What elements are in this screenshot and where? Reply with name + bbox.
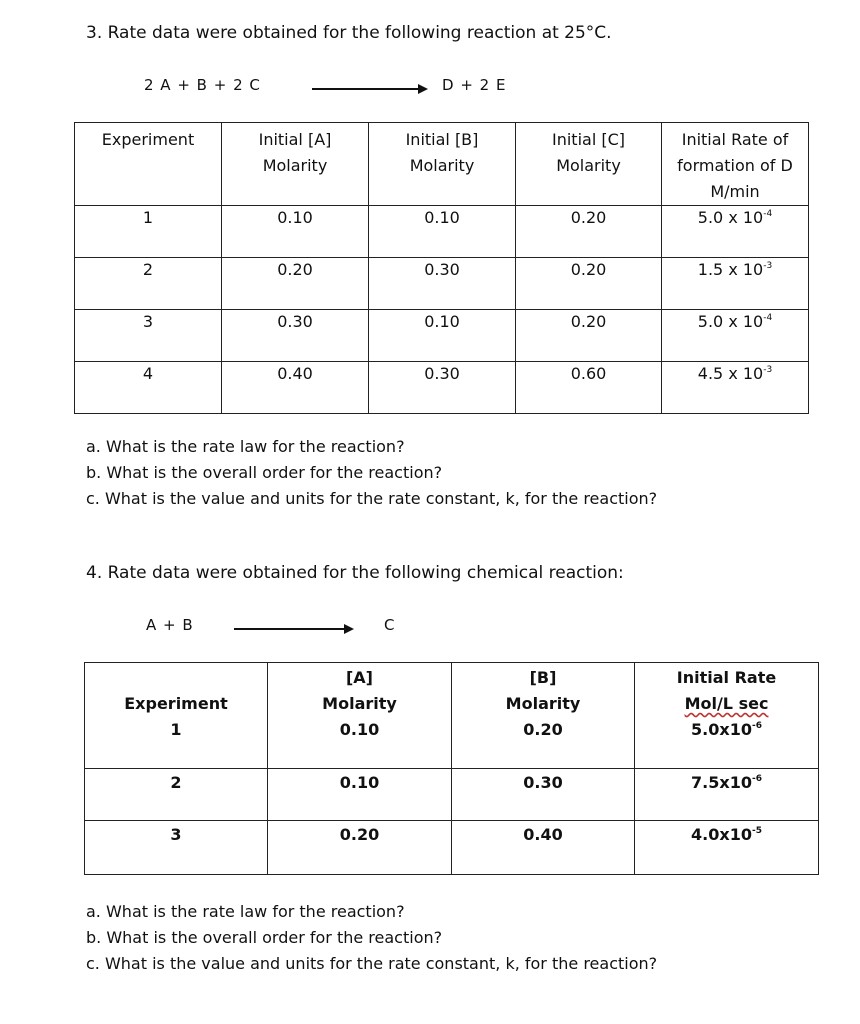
q4-cell-a: 0.10: [268, 769, 452, 821]
q4-cell-b: 0.30: [452, 769, 635, 821]
q4-heading: 4. Rate data were obtained for the following chemical reaction:: [86, 563, 624, 583]
q4-reaction-arrow: [234, 628, 346, 630]
q3-header-row: [75, 123, 809, 206]
q4-header-row: [85, 663, 819, 769]
q4-col-experiment: Experiment 1: [85, 663, 268, 769]
q3-cell-b: 0.30: [369, 362, 516, 414]
q3-reaction-arrow: [312, 88, 420, 90]
q4-cell-a: 0.10: [339, 720, 380, 739]
q4-cell-rate: $5.0x10^{-6}$: [691, 720, 762, 739]
q3-col-experiment: Experiment: [75, 123, 222, 206]
q3-question-a: a. What is the rate law for the reaction?: [86, 437, 405, 456]
q4-products: C: [384, 616, 396, 634]
q4-cell-rate: $7.5x10^{-6}$: [635, 769, 819, 821]
table-row: [75, 258, 809, 310]
q3-cell-c: 0.60: [516, 362, 662, 414]
q3-cell-a: 0.10: [222, 206, 369, 258]
q3-cell-a: 0.40: [222, 362, 369, 414]
q3-cell-c: 0.20: [516, 258, 662, 310]
q3-cell-rate: 1.5 x $10^{-3}$: [662, 258, 809, 310]
q4-col-b: [B] Molarity 0.20: [452, 663, 635, 769]
q3-products: D + 2 E: [442, 76, 507, 94]
q4-cell-b: 0.40: [452, 821, 635, 875]
q3-cell-rate: 4.5 x $10^{-3}$: [662, 362, 809, 414]
q3-cell-c: 0.20: [516, 206, 662, 258]
table-row: [85, 821, 819, 875]
table-row: [75, 310, 809, 362]
table-row: [75, 206, 809, 258]
q3-col-b: Initial [B] Molarity: [369, 123, 516, 206]
q4-cell-a: 0.20: [268, 821, 452, 875]
q3-cell-a: 0.20: [222, 258, 369, 310]
q4-reactants: A + B: [146, 616, 194, 634]
q3-cell-a: 0.30: [222, 310, 369, 362]
q3-cell-rate: 5.0 x $10^{-4}$: [662, 206, 809, 258]
q3-cell-b: 0.30: [369, 258, 516, 310]
table-row: [85, 769, 819, 821]
q3-question-b: b. What is the overall order for the reaction?: [86, 463, 443, 482]
table-row: [75, 362, 809, 414]
q3-col-c: Initial [C] Molarity: [516, 123, 662, 206]
q3-cell-b: 0.10: [369, 310, 516, 362]
q3-cell-exp: 1: [75, 206, 222, 258]
q3-cell-exp: 3: [75, 310, 222, 362]
q4-cell-rate: $4.0x10^{-5}$: [635, 821, 819, 875]
q3-arrow-head: [418, 84, 428, 94]
q4-question-a: a. What is the rate law for the reaction?: [86, 902, 405, 921]
q3-heading: 3. Rate data were obtained for the following reaction at 25°C.: [86, 23, 612, 43]
q3-rate-table: [74, 122, 809, 414]
q4-question-b: b. What is the overall order for the reaction?: [86, 928, 443, 947]
q3-cell-c: 0.20: [516, 310, 662, 362]
q4-arrow-head: [344, 624, 354, 634]
q4-cell-exp: 3: [85, 821, 268, 875]
q3-col-rate: Initial Rate of formation of D M/min: [662, 123, 809, 206]
q3-question-c: c. What is the value and units for the rate constant, k, for the reaction?: [86, 489, 658, 508]
q3-reactants: 2 A + B + 2 C: [144, 76, 261, 94]
q3-cell-b: 0.10: [369, 206, 516, 258]
q3-cell-exp: 4: [75, 362, 222, 414]
q3-col-a: Initial [A] Molarity: [222, 123, 369, 206]
q4-col-rate: Initial Rate Mol/L sec $5.0x10^{-6}$: [635, 663, 819, 769]
q4-question-c: c. What is the value and units for the rate constant, k, for the reaction?: [86, 954, 658, 973]
q3-cell-rate: 5.0 x $10^{-4}$: [662, 310, 809, 362]
q4-rate-table: [84, 662, 819, 875]
q4-cell-exp: 1: [170, 720, 182, 739]
q3-cell-exp: 2: [75, 258, 222, 310]
q4-cell-b: 0.20: [523, 720, 563, 739]
q4-cell-exp: 2: [85, 769, 268, 821]
q4-col-a: [A] Molarity 0.10: [268, 663, 452, 769]
